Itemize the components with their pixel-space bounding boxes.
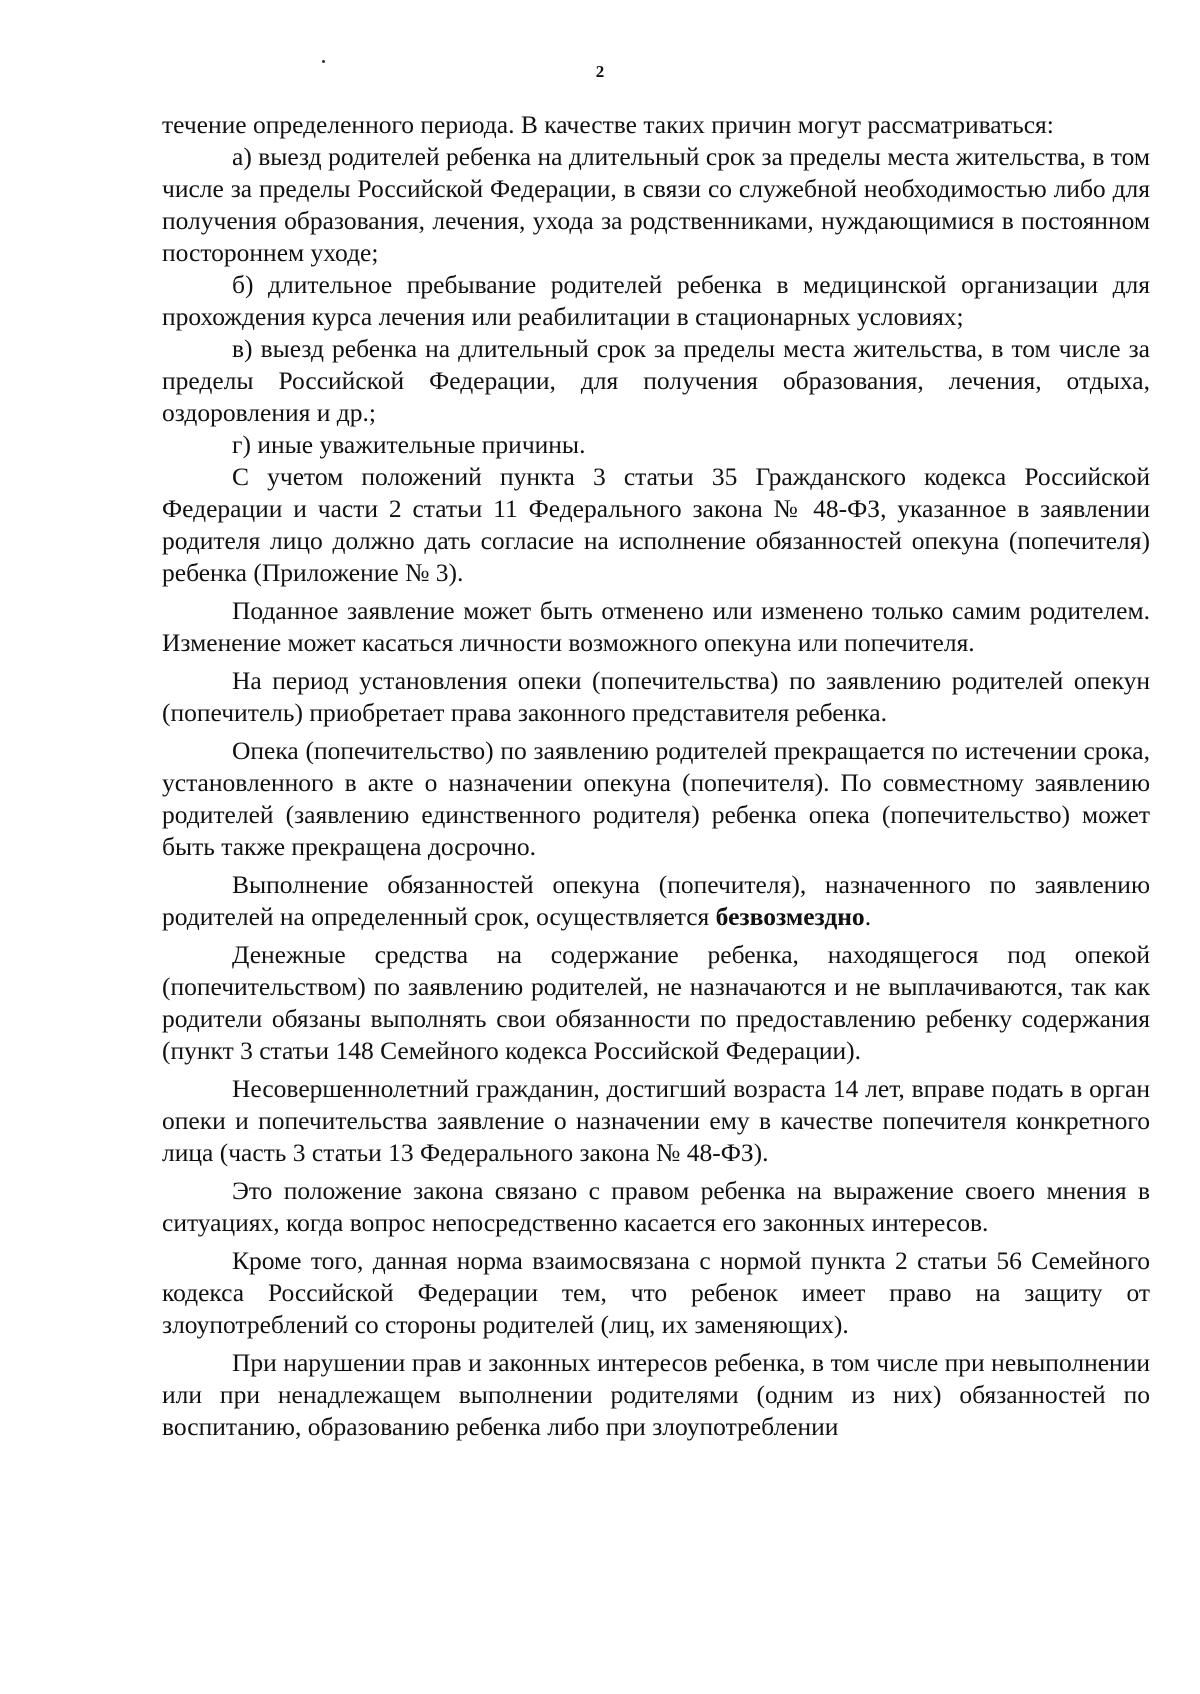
document-body: [162, 109, 1150, 1443]
paragraph-representative: На период установления опеки (попечительства) по заявлению родителей опекун (попечитель) приобретает права законного представителя ребенка.: [162, 666, 1150, 727]
paragraph-revocation: Поданное заявление может быть отменено или изменено только самим родителем. Изменение может касаться личности возможного опекуна или попечителя.: [162, 596, 1150, 657]
paragraph-minor-14: Несовершеннолетний гражданин, достигший возраста 14 лет, вправе подать в орган опеки и попечительства заявление о назначении ему в качестве попечителя конкретного лица (часть 3 статьи 13 Федерального закона № 48-ФЗ).: [162, 1074, 1150, 1167]
paragraph-family-code: Кроме того, данная норма взаимосвязана с нормой пункта 2 статьи 56 Семейного кодекса Российской Федерации тем, что ребенок имеет право на защиту от злоупотреблений со стороны родителей (лиц, их заменяющих).: [162, 1246, 1150, 1339]
paragraph-continuation: течение определенного периода. В качестве таких причин могут рассматриваться:: [162, 110, 1054, 139]
paragraph-funds: Денежные средства на содержание ребенка, находящегося под опекой (попечительством) по заявлению родителей, не назначаются и не выплачиваются, так как родители обязаны выполнять свои обязанности по предоставлению ребенку содержания (пункт 3 статьи 148 Семейного кодекса Российской Федерации).: [162, 940, 1150, 1065]
paragraph-violation: При нарушении прав и законных интересов ребенка, в том числе при невыполнении или при ненадлежащем выполнении родителями (одним из них) обязанностей по воспитанию, образованию ребенка либо при злоупотреблении: [162, 1348, 1150, 1441]
page-number: 2: [595, 62, 605, 81]
list-item-d: г) иные уважительные причины.: [232, 430, 586, 459]
bold-term: безвозмездно: [715, 902, 865, 931]
list-item-a: а) выезд родителей ребенка на длительный срок за пределы места жительства, в том числе за пределы Российской Федерации, в связи со служебной необходимостью либо для получения образования, лечения, ухода за родственниками, нуждающимися в постоянном постороннем уходе;: [162, 142, 1150, 267]
list-item-b: б) длительное пребывание родителей ребенка в медицинской организации для прохождения курса лечения или реабилитации в стационарных условиях;: [162, 270, 1150, 331]
paragraph-child-opinion: Это положение закона связано с правом ребенка на выражение своего мнения в ситуациях, когда вопрос непосредственно касается его законных интересов.: [162, 1176, 1150, 1237]
paragraph-free-of-charge-text: Выполнение обязанностей опекуна (попечителя), назначенного по заявлению родителей на определенный срок, осуществляется: [162, 870, 1150, 931]
paragraph-free-of-charge: [162, 869, 1150, 933]
paragraph-consent: С учетом положений пункта 3 статьи 35 Гражданского кодекса Российской Федерации и части 2 статьи 11 Федерального закона № 48-ФЗ, указанное в заявлении родителя лицо должно дать согласие на исполнение обязанностей опекуна (попечителя) ребенка (Приложение № 3).: [162, 462, 1150, 587]
paragraph-free-of-charge-end: .: [864, 902, 872, 931]
list-item-c: в) выезд ребенка на длительный срок за пределы места жительства, в том числе за пределы Российской Федерации, для получения образования, лечения, отдыха, оздоровления и др.;: [162, 334, 1150, 427]
paragraph-termination: Опека (попечительство) по заявлению родителей прекращается по истечении срока, установленного в акте о назначении опекуна (попечителя). По совместному заявлению родителей (заявлению единственного родителя) ребенка опека (попечительство) может быть также прекращена досрочно.: [162, 736, 1150, 861]
